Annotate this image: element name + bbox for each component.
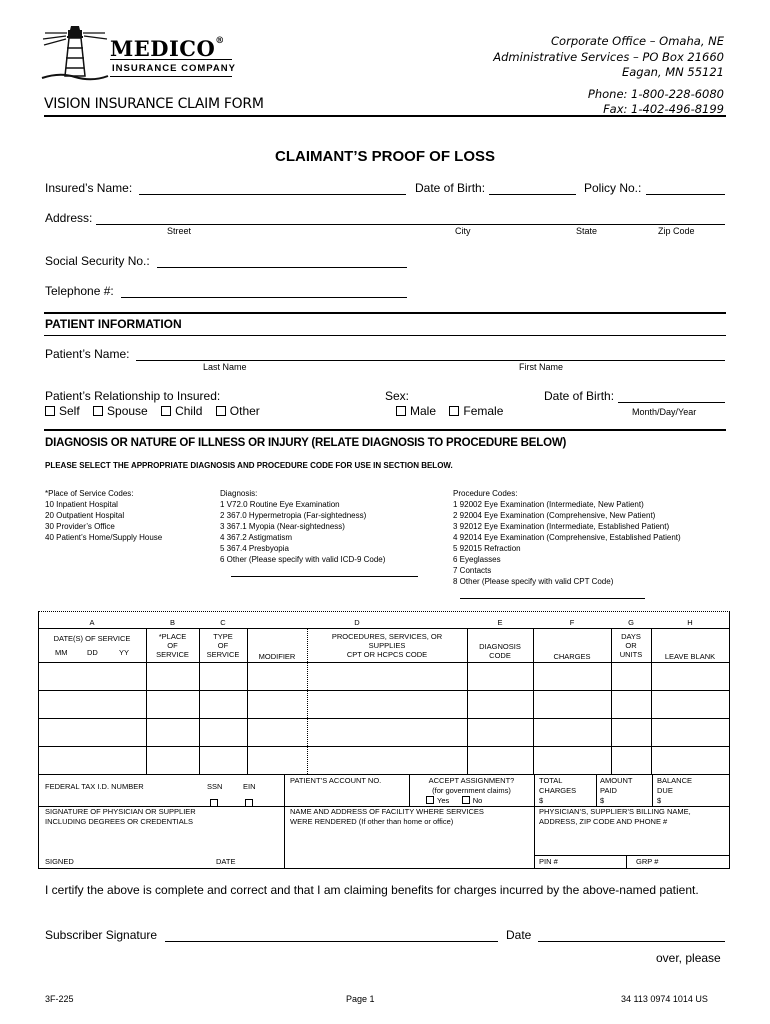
telephone-label: Telephone #: (45, 284, 114, 298)
col-header-charges: CHARGES (553, 652, 591, 661)
diag-item: 6 Other (Please specify with valid ICD-9 Code) (220, 555, 386, 564)
diag-other-field[interactable] (231, 576, 418, 577)
subscriber-signature-label: Subscriber Signature (45, 928, 158, 942)
diagnosis-codes (220, 488, 385, 565)
company-name: MEDICO (110, 36, 216, 61)
office-line2: Administrative Services – PO Box 21660 (493, 49, 724, 64)
col-header-place: *PLACE OF SERVICE (156, 632, 189, 659)
pos-item: 40 Patient’s Home/Supply House (45, 533, 163, 542)
account-label: PATIENT’S ACCOUNT NO. (290, 776, 382, 785)
address-field[interactable] (96, 224, 725, 225)
total-charges-label: TOTAL CHARGES (539, 776, 577, 795)
patient-name-field[interactable] (136, 360, 725, 361)
service-row[interactable] (39, 691, 729, 718)
col-header-mm: MM (55, 648, 68, 657)
company-logo: MEDICO® INSURANCE COMPANY (40, 24, 240, 84)
policy-label: Policy No.: (584, 181, 642, 195)
col-header-yy: YY (119, 648, 130, 657)
female-checkbox[interactable]: Female (449, 404, 503, 418)
diag-item: 5 367.4 Presbyopia (220, 544, 289, 553)
city-label: City (455, 226, 471, 236)
proc-item: 7 Contacts (453, 566, 492, 575)
proc-item: 2 92004 Eye Examination (Comprehensive, New Patient) (453, 511, 656, 520)
insured-name-label: Insured’s Name: (45, 181, 133, 195)
zip-label: Zip Code (658, 226, 695, 236)
pos-title: *Place of Service Codes: (45, 489, 134, 498)
col-header-days: DAYS OR UNITS (619, 632, 643, 659)
col-header-dd: DD (87, 648, 98, 657)
policy-field[interactable] (646, 194, 725, 195)
col-letter-h: H (687, 618, 693, 627)
patient-dob-label: Date of Birth: (544, 389, 615, 403)
col-header-type: TYPE OF SERVICE (206, 632, 240, 659)
col-letter-f: F (569, 618, 575, 627)
col-letter-d: D (354, 618, 360, 627)
form-number: 3F-225 (45, 994, 74, 1004)
insured-dob-label: Date of Birth: (415, 181, 486, 195)
last-name-label: Last Name (203, 362, 247, 372)
service-row[interactable] (39, 747, 729, 774)
ssn-checkbox[interactable] (210, 793, 221, 811)
insured-dob-field[interactable] (489, 194, 576, 195)
street-label: Street (167, 226, 192, 236)
proc-item: 6 Eyeglasses (453, 555, 501, 564)
office-phone: Phone: 1-800-228-6080 (587, 86, 724, 101)
col-header-date: DATE(S) OF SERVICE (53, 634, 131, 643)
office-line3: Eagan, MN 55121 (621, 65, 724, 79)
ssn-field[interactable] (157, 267, 407, 268)
pos-item: 10 Inpatient Hospital (45, 500, 118, 509)
patient-name-label: Patient’s Name: (45, 347, 130, 361)
total-dollar: $ (539, 796, 544, 805)
accept-yes-checkbox[interactable]: Yes (426, 796, 449, 805)
accept-no-checkbox[interactable]: No (462, 796, 483, 805)
male-checkbox[interactable]: Male (396, 404, 436, 418)
page-number: Page 1 (346, 994, 375, 1004)
col-letter-e: E (497, 618, 503, 627)
proc-item: 4 92014 Eye Examination (Comprehensive, Established Patient) (453, 533, 681, 542)
tax-id-label: FEDERAL TAX I.D. NUMBER (45, 782, 144, 791)
service-row[interactable] (39, 719, 729, 746)
relationship-label: Patient’s Relationship to Insured: (45, 389, 221, 403)
proc-item: 5 92015 Refraction (453, 544, 521, 553)
address-label: Address: (45, 211, 93, 225)
proc-item: 1 92002 Eye Examination (Intermediate, New Patient) (453, 500, 644, 509)
procedure-codes (453, 488, 681, 587)
facility-label: NAME AND ADDRESS OF FACILITY WHERE SERVICES WERE RENDERED (If other than home or office) (290, 807, 484, 826)
dob-format-label: Month/Day/Year (632, 407, 697, 417)
first-name-label: First Name (519, 362, 564, 372)
diag-item: 1 V72.0 Routine Eye Examination (220, 500, 340, 509)
col-letter-c: C (220, 618, 226, 627)
col-header-leave-blank: LEAVE BLANK (664, 652, 716, 661)
diag-item: 2 367.0 Hypermetropia (Far-sightedness) (220, 511, 367, 520)
insured-name-field[interactable] (139, 194, 406, 195)
pos-item: 30 Provider’s Office (45, 522, 115, 531)
lighthouse-icon (40, 24, 110, 82)
ssn-checkbox-label: SSN (207, 782, 223, 791)
office-fax: Fax: 1-402-496-8199 (603, 102, 724, 116)
col-letter-b: B (169, 618, 175, 627)
col-letter-g: G (628, 618, 634, 627)
form-title: VISION INSURANCE CLAIM FORM (44, 96, 264, 112)
ein-checkbox-label: EIN (243, 782, 256, 791)
amount-paid-label: AMOUNT PAID (600, 776, 633, 795)
subscriber-signature-field[interactable] (165, 941, 498, 942)
office-line1: Corporate Office – Omaha, NE (551, 34, 724, 48)
balance-due-label: BALANCE DUE (657, 776, 693, 795)
child-checkbox[interactable]: Child (161, 404, 202, 418)
diagnosis-subheading: PLEASE SELECT THE APPROPRIATE DIAGNOSIS AND PROCEDURE CODE FOR USE IN SECTION BELOW. (45, 461, 453, 470)
sex-label: Sex: (385, 389, 410, 403)
footer-code: 34 113 0974 1014 US (621, 994, 708, 1004)
col-letter-a: A (89, 618, 95, 627)
proc-item: 8 Other (Please specify with valid CPT Code) (453, 577, 614, 586)
col-header-modifier: MODIFIER (258, 652, 296, 661)
col-header-diagnosis: DIAGNOSIS CODE (479, 642, 521, 660)
pos-item: 20 Outpatient Hospital (45, 511, 125, 520)
diag-title: Diagnosis: (220, 489, 258, 498)
ein-checkbox[interactable] (245, 793, 256, 811)
subscriber-date-field[interactable] (538, 941, 725, 942)
grp-label: GRP # (636, 857, 659, 866)
col-header-procedures: PROCEDURES, SERVICES, OR SUPPLIES CPT OR HCPCS CODE (331, 632, 443, 659)
certification-text: I certify the above is complete and correct and that I am claiming benefits for charges incurred by the above-named patient. (45, 883, 699, 897)
accept-label: ACCEPT ASSIGNMENT? (428, 776, 515, 785)
other-checkbox[interactable]: Other (216, 404, 260, 418)
signed-label: SIGNED (45, 857, 74, 866)
telephone-field[interactable] (121, 297, 407, 298)
diag-item: 4 367.2 Astigmatism (220, 533, 293, 542)
over-please: over, please (656, 951, 721, 965)
main-heading: CLAIMANT’S PROOF OF LOSS (275, 148, 495, 165)
balance-dollar: $ (657, 796, 662, 805)
diagnosis-heading: DIAGNOSIS OR NATURE OF ILLNESS OR INJURY (RELATE DIAGNOSIS TO PROCEDURE BELOW) (45, 437, 567, 449)
service-row[interactable] (39, 663, 729, 690)
diag-item: 3 367.1 Myopia (Near-sightedness) (220, 522, 345, 531)
self-checkbox[interactable]: Self (45, 404, 80, 418)
pos-codes (45, 488, 162, 543)
patient-dob-field[interactable] (618, 402, 725, 403)
company-subtitle: INSURANCE COMPANY (112, 63, 236, 74)
proc-other-field[interactable] (460, 598, 645, 599)
patient-info-heading: PATIENT INFORMATION (45, 317, 182, 331)
billing-label: PHYSICIAN’S, SUPPLIER’S BILLING NAME, ADDRESS, ZIP CODE AND PHONE # (539, 807, 691, 826)
office-info (424, 34, 724, 118)
proc-title: Procedure Codes: (453, 489, 518, 498)
date-label: DATE (216, 857, 236, 866)
spouse-checkbox[interactable]: Spouse (93, 404, 148, 418)
physician-signature-label: SIGNATURE OF PHYSICIAN OR SUPPLIER INCLUDING DEGREES OR CREDENTIALS (45, 807, 196, 826)
subscriber-date-label: Date (506, 928, 532, 942)
amount-dollar: $ (600, 796, 605, 805)
state-label: State (576, 226, 598, 236)
pin-label: PIN # (539, 857, 558, 866)
ssn-label: Social Security No.: (45, 254, 150, 268)
accept-sub-label: (for government claims) (432, 786, 511, 795)
proc-item: 3 92012 Eye Examination (Intermediate, Established Patient) (453, 522, 670, 531)
